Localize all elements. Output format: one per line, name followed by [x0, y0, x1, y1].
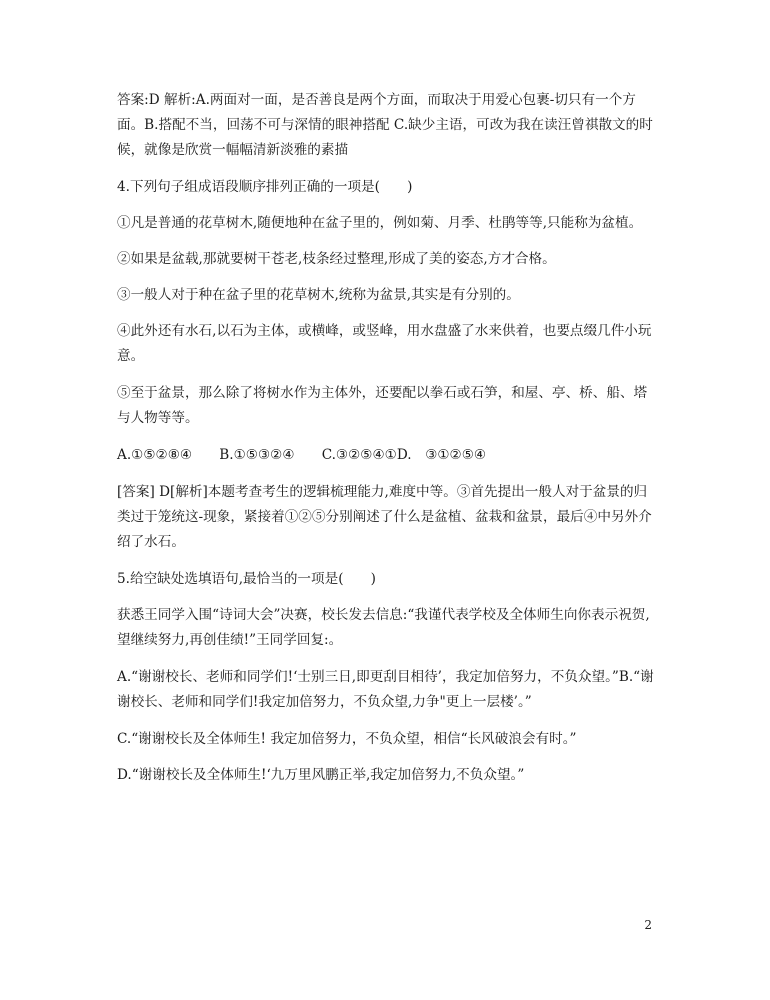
answer-q4-explanation: [答案] D[解析]本题考查考生的逻辑梳理能力,难度中等。③首先提出一般人对于盆景的归类过于笼统这-现象，紧接着①②⑤分别阐述了什么是盆植、盆栽和盆景，最后④中另外介绍了水石。 [117, 484, 652, 550]
question-5-option-d: D.“谢谢校长及全体师生!‘九万里风鹏正举,我定加倍努力,不负众望。” [117, 767, 525, 783]
sentence-1: ①凡是普通的花草树木,随便地种在盆子里的，例如菊、月季、杜鹃等等,只能称为盆植。 [117, 215, 643, 231]
page-content [117, 88, 657, 800]
answer-q3-explanation: 答案:D 解析:A.两面对一面，是否善良是两个方面，而取决于用爱心包裹-切只有一个方面。B.搭配不当，回荡不可与深情的眼神搭配 C.缺少主语，可改为我在读汪曾祺散文的时候，就像是欣赏一幅幅清新淡雅的素描 [117, 92, 653, 158]
page-number: 2 [644, 918, 652, 932]
question-4-options: A.①⑤②⑧④ B.①⑤③②④ C.③②⑤④①D. ③①②⑤④ [117, 447, 487, 463]
question-5-options-a-b: A.“谢谢校长、老师和同学们!‘士别三日,即更刮目相待’，我定加倍努力，不负众望。”B.“谢谢校长、老师和同学们!我定加倍努力，不负众望,力争"更上一层楼’。” [117, 669, 654, 710]
sentence-4: ④此外还有水石,以石为主体，或横峰，或竖峰，用水盘盛了水来供着，也要点缀几件小玩意。 [117, 323, 652, 364]
question-5-context: 获悉王同学入围“诗词大会”决赛，校长发去信息:“我谨代表学校及全体师生向你表示祝贺,望继续努力,再创佳绩!”王同学回复:。 [117, 607, 650, 648]
question-5-stem: 5.给空缺处选填语句,最恰当的一项是( ) [117, 571, 376, 587]
sentence-3: ③一般人对于种在盆子里的花草树木,统称为盆景,其实是有分别的。 [117, 287, 520, 303]
sentence-5: ⑤至于盆景，那么除了将树水作为主体外，还要配以拳石或石笋，和屋、亭、桥、船、塔与人物等等。 [117, 385, 648, 426]
question-4-stem: 4.下列句子组成语段顺序排列正确的一项是( ) [117, 179, 413, 195]
question-5-option-c: C.“谢谢校长及全体师生! 我定加倍努力，不负众望，相信“长风破浪会有时。” [117, 731, 577, 747]
sentence-2: ②如果是盆载,那就要树干苍老,枝条经过整理,形成了美的姿态,方才合格。 [117, 251, 556, 267]
